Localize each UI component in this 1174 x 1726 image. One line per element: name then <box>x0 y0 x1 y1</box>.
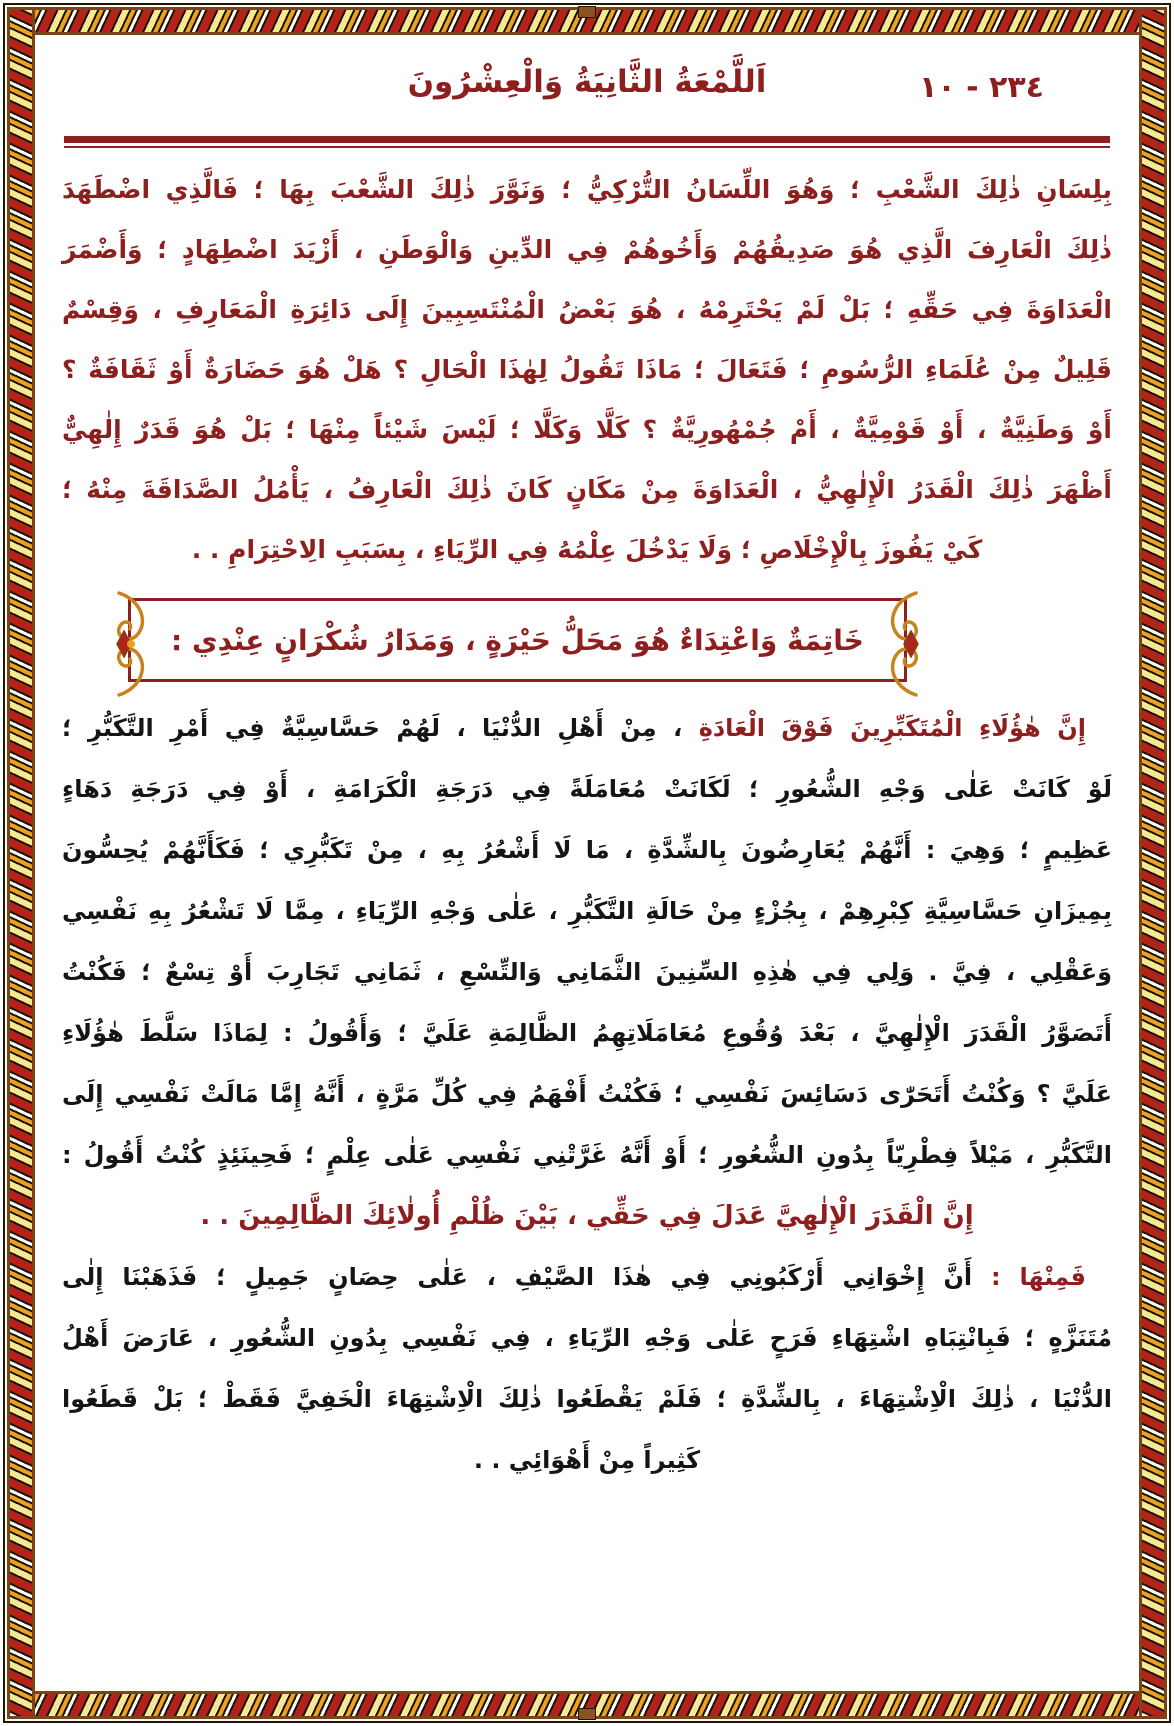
text-line <box>62 160 1112 220</box>
text-line <box>62 400 1112 460</box>
text-line <box>62 759 1112 820</box>
text-segment: إِنَّ هٰؤُلَاءِ الْمُتَكَبِّرِينَ فَوْقَ الْعَادَةِ <box>698 714 1086 742</box>
border-seam-bottom <box>578 1708 596 1720</box>
section-heading: خَاتِمَةٌ وَاعْتِدَاءٌ هُوَ مَحَلُّ حَيْرَةٍ ، وَمَدَارُ شُكْرَانٍ عِنْدِي : <box>171 623 864 657</box>
text-segment: أَوْ وَطَنِيَّةٌ ، أَوْ قَوْمِيَّةٌ ، أَمْ جُمْهُورِيَّةٌ ؟ كَلَّا وَكَلَّا ؛ لَيْسَ شَيْئاً مِنْهَا ؛ بَلْ هُوَ قَدَرٌ إِلٰهِيٌّ <box>62 415 1112 444</box>
ornamental-border-left <box>7 7 35 1719</box>
text-segment: قَلِيلٌ مِنْ عُلَمَاءِ الرُّسُومِ ؛ فَتَعَالَ ؛ مَاذَا تَقُولُ لِهٰذَا الْحَالِ ؟ هَلْ هُوَ حَضَارَةٌ أَوْ ثَقَافَةٌ ؟ <box>62 355 1112 384</box>
section-heading-box <box>128 598 907 682</box>
text-line <box>62 942 1112 1003</box>
text-line <box>62 1125 1112 1186</box>
page-title: اَللَّمْعَةُ الثَّانِيَةُ وَالْعِشْرُونَ <box>407 64 767 100</box>
heading-flourish-right-icon <box>878 589 930 699</box>
text-segment: الدُّنْيَا ، ذٰلِكَ الْاِشْتِهَاءَ ، بِالشِّدَّةِ ؛ فَلَمْ يَقْطَعُوا ذٰلِكَ الْاِشْتِهَاءَ الْخَفِيَّ فَقَطْ ؛ بَلْ قَطَعُوا <box>62 1385 1112 1413</box>
divider-thick-rule <box>64 136 1110 143</box>
text-segment: لَوْ كَانَتْ عَلٰى وَجْهِ الشُّعُورِ ؛ لَكَانَتْ مُعَامَلَةً فِي دَرَجَةِ الْكَرَامَةِ ، أَوْ فِي دَرَجَةِ دَهَاءٍ <box>62 775 1112 803</box>
text-segment: ، مِنْ أَهْلِ الدُّنْيَا ، لَهُمْ حَسَّاسِيَّةٌ فِي أَمْرِ التَّكَبُّرِ ؛ <box>62 714 699 742</box>
text-segment: التَّكَبُّرِ ، مَيْلاً فِطْرِيّاً بِدُونِ الشُّعُورِ ؛ أَوْ أَنَّهُ غَرَّتْنِي نَفْسِي عَلٰى عِلْمٍ ؛ فَحِينَئِذٍ كُنْتُ أَقُولُ : <box>62 1141 1112 1169</box>
text-segment: أَنَّ إِخْوَانِي أَرْكَبُونِي فِي هٰذَا الصَّيْفِ ، عَلٰى حِصَانٍ جَمِيلٍ ؛ فَذَهَبْنَا إِلٰى <box>62 1263 992 1291</box>
text-segment: الْعَدَاوَةَ فِي حَقِّهِ ؛ بَلْ لَمْ يَحْتَرِمْهُ ، هُوَ بَعْضُ الْمُنْتَسِبِينَ إِلَى دَائِرَةِ الْمَعَارِفِ ، وَقِسْمٌ <box>62 295 1112 324</box>
text-line <box>62 820 1112 881</box>
text-line <box>62 1247 1112 1308</box>
text-line <box>62 1430 1112 1491</box>
border-seam-top <box>578 6 596 18</box>
text-line <box>62 340 1112 400</box>
page-number: ٢٣٤ - ١٠ <box>919 70 1044 105</box>
judgment-line: إِنَّ الْقَدَرَ الْإِلٰهِيَّ عَدَلَ فِي حَقِّي ، بَيْنَ ظُلْمِ أُولٰائِكَ الظَّالِمِينَ . . <box>200 1201 974 1231</box>
ornamental-border-right <box>1139 7 1167 1719</box>
paragraph-conclusion <box>62 698 1112 1186</box>
header-divider <box>64 136 1110 148</box>
text-segment: وَعَقْلِي ، فِيَّ . وَلِي فِي هٰذِهِ السِّنِينَ الثَّمَانِي وَالتِّسْعِ ، ثَمَانِي تَجَارِبَ أَوْ تِسْعٌ ؛ فَكُنْتُ <box>62 958 1112 986</box>
paragraph-example <box>62 1247 1112 1491</box>
text-segment: بِلِسَانِ ذٰلِكَ الشَّعْبِ ؛ وَهُوَ اللِّسَانُ التُّرْكِيُّ ؛ وَنَوَّرَ ذٰلِكَ الشَّعْبَ بِهَا ؛ فَالَّذِي اضْطَهَدَ <box>62 175 1112 204</box>
text-line <box>62 1369 1112 1430</box>
text-line <box>62 220 1112 280</box>
heading-flourish-left-icon <box>105 589 157 699</box>
text-line <box>62 1003 1112 1064</box>
text-segment: كَيْ يَفُوزَ بِالْإِخْلَاصِ ؛ وَلَا يَدْخُلَ عِلْمُهُ فِي الرِّيَاءِ ، بِسَبَبِ الِاحْتِرَامِ . . <box>191 535 983 564</box>
intro-paragraph <box>62 160 1112 580</box>
text-line <box>62 280 1112 340</box>
page-content <box>62 48 1112 1684</box>
text-line <box>62 881 1112 942</box>
text-line <box>62 520 1112 580</box>
text-segment: ذٰلِكَ الْعَارِفَ الَّذِي هُوَ صَدِيقُهُمْ وَأَخُوهُمْ فِي الدِّينِ وَالْوَطَنِ ، أَزْيَدَ اضْطِهَادٍ ؛ وَأَضْمَرَ <box>62 235 1112 264</box>
text-segment: عَظِيمٍ ؛ وَهِيَ : أَنَّهُمْ يُعَارِضُونَ بِالشِّدَّةِ ، مَا لَا أَشْعُرُ بِهِ ، مِنْ تَكَبُّرِي ؛ فَكَأَنَّهُمْ يُحِسُّونَ <box>62 836 1112 864</box>
text-segment: كَثِيراً مِنْ أَهْوَائِي . . <box>473 1446 701 1474</box>
body-section <box>62 698 1112 1491</box>
text-line <box>62 1308 1112 1369</box>
text-segment: مُتَنَزَّهٍ ؛ فَبِانْتِبَاهِ اشْتِهَاءِ فَرَحٍ عَلٰى وَجْهِ الرِّيَاءِ ، فِي نَفْسِي بِدُونِ الشُّعُورِ ، عَارَضَ أَهْلُ <box>62 1324 1112 1352</box>
text-segment: بِمِيزَانِ حَسَّاسِيَّةِ كِبْرِهِمْ ، بِجُزْءٍ مِنْ حَالَةِ التَّكَبُّرِ ، عَلٰى وَجْهِ الرِّيَاءِ ، مِمَّا لَا تَشْعُرُ بِهِ نَفْسِي <box>62 897 1112 925</box>
divider-thin-rule <box>64 146 1110 148</box>
text-segment: أَظْهَرَ ذٰلِكَ الْقَدَرُ الْإِلٰهِيُّ ، الْعَدَاوَةَ مِنْ مَكَانٍ كَانَ ذٰلِكَ الْعَارِفُ ، يَأْمُلُ الصَّدَاقَةَ مِنْهُ ؛ <box>62 475 1112 504</box>
text-segment: أَتَصَوَّرُ الْقَدَرَ الْإِلٰهِيَّ ، بَعْدَ وُقُوعِ مُعَامَلَاتِهِمُ الظَّالِمَةِ عَلَيَّ ؛ وَأَقُولُ : لِمَاذَا سَلَّطَ هٰؤُلَاءِ <box>62 1019 1112 1047</box>
page-header <box>62 48 1112 126</box>
text-line <box>62 1064 1112 1125</box>
text-segment: فَمِنْهَا : <box>991 1263 1086 1291</box>
text-line <box>62 460 1112 520</box>
text-segment: عَلَيَّ ؟ وَكُنْتُ أَتَحَرّٰى دَسَائِسَ نَفْسِي ؛ فَكُنْتُ أَفْهَمُ فِي كُلِّ مَرَّةٍ ، أَنَّهُ إِمَّا مَالَتْ نَفْسِي إِلَى <box>62 1080 1112 1108</box>
text-line <box>62 698 1112 759</box>
